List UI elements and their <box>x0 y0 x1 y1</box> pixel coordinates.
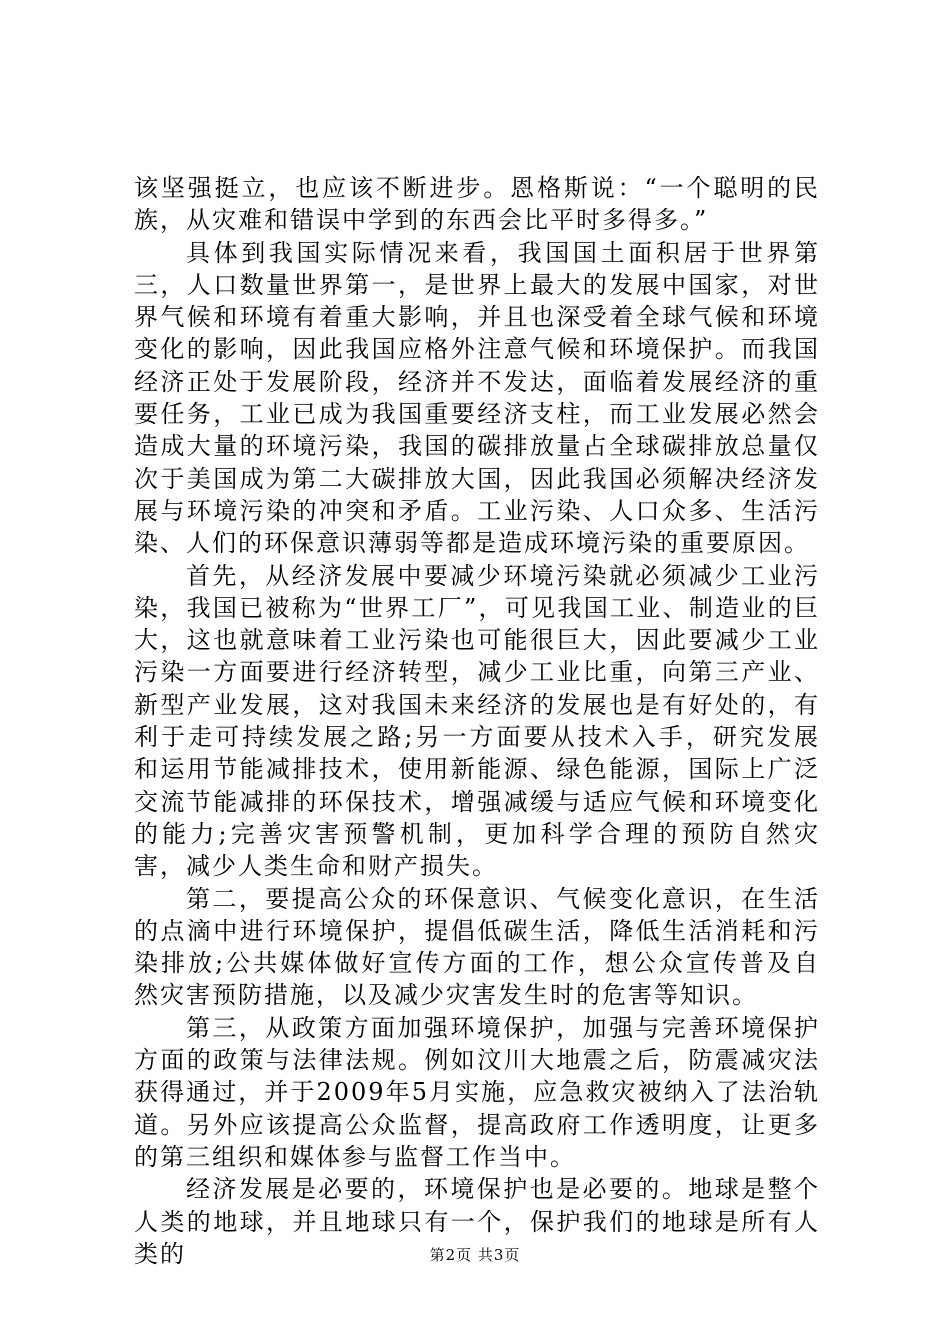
paragraph-national-situation: 具体到我国实际情况来看，我国国土面积居于世界第三，人口数量世界第一，是世界上最大的发展中国家，对世界气候和环境有着重大影响，并且也深受着全球气候和环境变化的影响，因此我国应格外注意气候和环境保护。而我国经济正处于发展阶段，经济并不发达，面临着发展经济的重要任务，工业已成为我国重要经济支柱，而工业发展必然会造成大量的环境污染，我国的碳排放量占全球碳排放总量仅次于美国成为第二大碳排放大国，因此我国必须解决经济发展与环境污染的冲突和矛盾。工业污染、人口众多、生活污染、人们的环保意识薄弱等都是造成环境污染的重要原因。 <box>134 238 820 558</box>
paragraph-first-industrial-pollution: 首先，从经济发展中要减少环境污染就必须减少工业污染，我国已被称为“世界工厂”，可见我国工业、制造业的巨大，这也就意味着工业污染也可能很巨大，因此要减少工业污染一方面要进行经济转型，减少工业比重，向第三产业、新型产业发展，这对我国未来经济的发展也是有好处的，有利于走可持续发展之路;另一方面要从技术入手，研究发展和运用节能减排技术，使用新能源、绿色能源，国际上广泛交流节能减排的环保技术，增强减缓与适应气候和环境变化的能力;完善灾害预警机制，更加科学合理的预防自然灾害，减少人类生命和财产损失。 <box>134 561 820 881</box>
page-number-footer: 第2页 共3页 <box>429 1246 521 1264</box>
body-text <box>134 172 820 1270</box>
paragraph-third-policy: 第三，从政策方面加强环境保护，加强与完善环境保护方面的政策与法律法规。例如汶川大地震之后，防震减灾法获得通过，并于2009年5月实施，应急救灾被纳入了法治轨道。另外应该提高公众监督，提高政府工作透明度，让更多的第三组织和媒体参与监督工作当中。 <box>134 1013 820 1171</box>
paragraph-conclusion: 经济发展是必要的，环境保护也是必要的。地球是整个人类的地球，并且地球只有一个，保护我们的地球是所有人类的 <box>134 1175 820 1268</box>
paragraph-continuation: 该坚强挺立，也应该不断进步。恩格斯说：“一个聪明的民族，从灾难和错误中学到的东西会比平时多得多。” <box>134 174 820 235</box>
paragraph-second-public-awareness: 第二，要提高公众的环保意识、气候变化意识，在生活的点滴中进行环境保护，提倡低碳生活，降低生活消耗和污染排放;公共媒体做好宣传方面的工作，想公众宣传普及自然灾害预防措施，以及减少灾害发生时的危害等知识。 <box>134 884 820 1010</box>
